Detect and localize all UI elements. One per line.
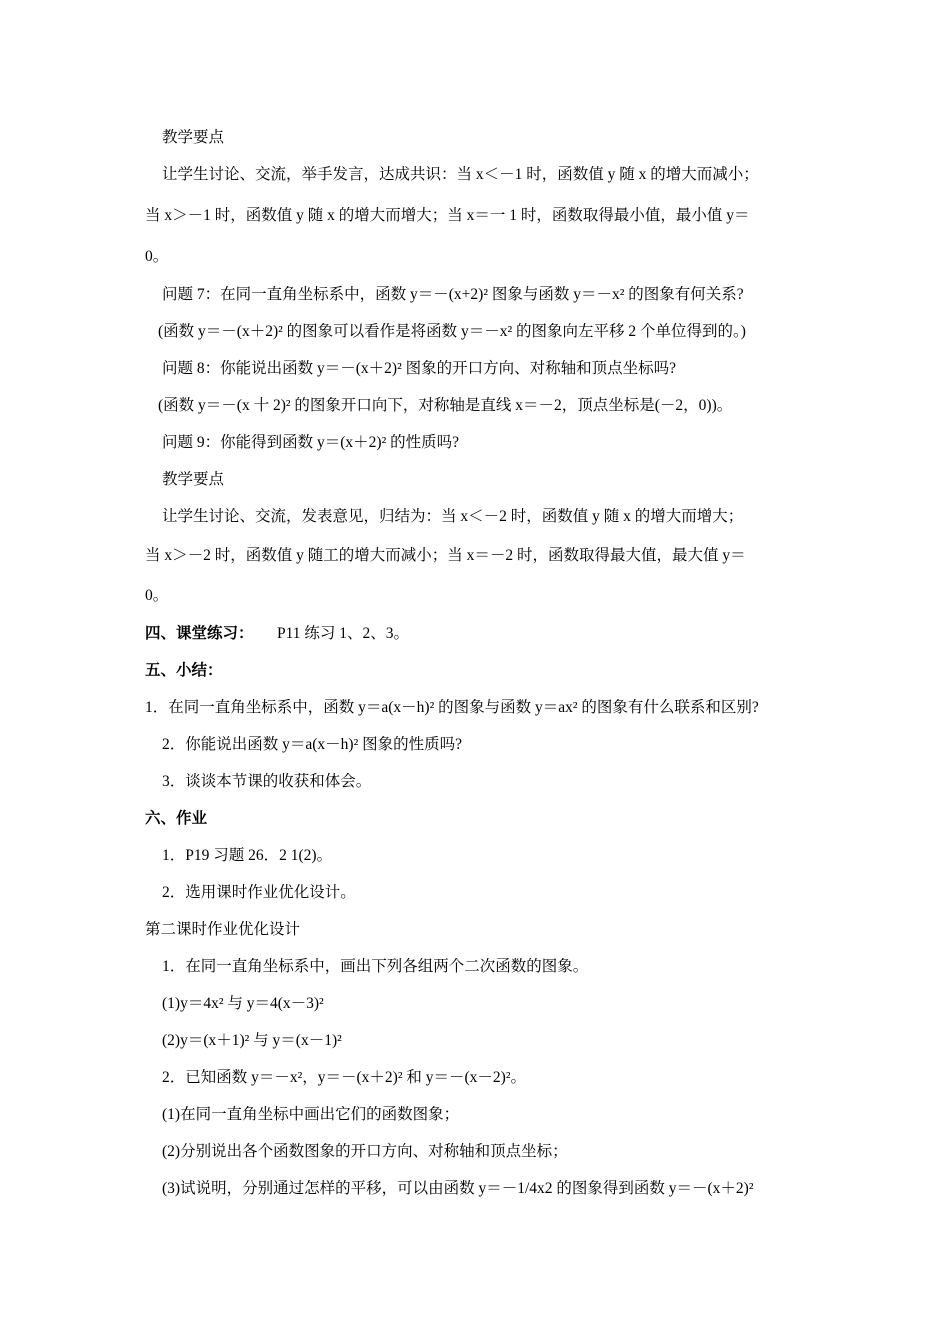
homework-item: 2．选用课时作业优化设计。 <box>162 884 356 901</box>
exercise-subitem: (1)在同一直角坐标中画出它们的函数图象； <box>162 1106 460 1123</box>
heading-teaching-points: 教学要点 <box>162 471 225 488</box>
exercise-item: 2．已知函数 y＝－x²，y＝－(x＋2)² 和 y＝－(x－2)²。 <box>162 1069 526 1086</box>
exercise-subitem: (1)y＝4x² 与 y＝4(x－3)² <box>162 995 324 1012</box>
section-heading-summary: 五、小结： <box>145 662 223 679</box>
paragraph-line: 让学生讨论、交流，发表意见，归结为：当 x＜－2 时，函数值 y 随 x 的增大而增大； <box>162 508 744 525</box>
question-9: 问题 9：你能得到函数 y＝(x＋2)² 的性质吗? <box>162 434 459 451</box>
paragraph-line: 0。 <box>145 248 169 265</box>
summary-item: 1．在同一直角坐标系中，函数 y＝a(x－h)² 的图象与函数 y＝ax² 的图象有什么联系和区别? <box>145 699 759 716</box>
homework-item: 1．P19 习题 26．2 1(2)。 <box>162 847 333 864</box>
paragraph-line: 当 x＞－1 时，函数值 y 随 x 的增大而增大；当 x＝一 1 时，函数取得最小值，最小值 y＝ <box>145 207 750 224</box>
summary-item: 3．谈谈本节课的收获和体会。 <box>162 773 372 790</box>
exercise-subitem: (2)分别说出各个函数图象的开口方向、对称轴和顶点坐标； <box>162 1143 568 1160</box>
answer-7: (函数 y＝－(x＋2)² 的图象可以看作是将函数 y＝－x² 的图象向左平移 2 个单位得到的。) <box>158 323 746 340</box>
answer-8: (函数 y＝－(x 十 2)² 的图象开口向下，对称轴是直线 x＝－2，顶点坐标是(－2，0))。 <box>158 397 733 414</box>
section-heading-optimization: 第二课时作业优化设计 <box>145 921 301 938</box>
exercise-reference: P11 练习 1、2、3。 <box>277 625 410 642</box>
section-heading-exercise: 四、课堂练习： <box>145 625 254 642</box>
question-7: 问题 7：在同一直角坐标系中，函数 y＝－(x+2)² 图象与函数 y＝－x² 的图象有何关系? <box>162 286 744 303</box>
question-8: 问题 8：你能说出函数 y＝－(x＋2)² 图象的开口方向、对称轴和顶点坐标吗? <box>162 360 676 377</box>
section-heading-homework: 六、作业 <box>145 810 208 827</box>
paragraph-line: 0。 <box>145 587 169 604</box>
exercise-subitem: (2)y＝(x＋1)² 与 y＝(x－1)² <box>162 1032 342 1049</box>
heading-teaching-points: 教学要点 <box>162 129 225 146</box>
summary-item: 2．你能说出函数 y＝a(x－h)² 图象的性质吗? <box>162 736 462 753</box>
paragraph-line: 当 x＞－2 时，函数值 y 随工的增大而减小；当 x＝－2 时，函数取得最大值，最大值 y＝ <box>145 547 746 564</box>
exercise-item: 1．在同一直角坐标系中，画出下列各组两个二次函数的图象。 <box>162 958 589 975</box>
paragraph-line: 让学生讨论、交流，举手发言，达成共识：当 x＜－1 时，函数值 y 随 x 的增大而减小； <box>162 166 759 183</box>
exercise-subitem: (3)试说明，分别通过怎样的平移，可以由函数 y＝－1/4x2 的图象得到函数 y＝－(x＋2)² <box>162 1180 754 1197</box>
